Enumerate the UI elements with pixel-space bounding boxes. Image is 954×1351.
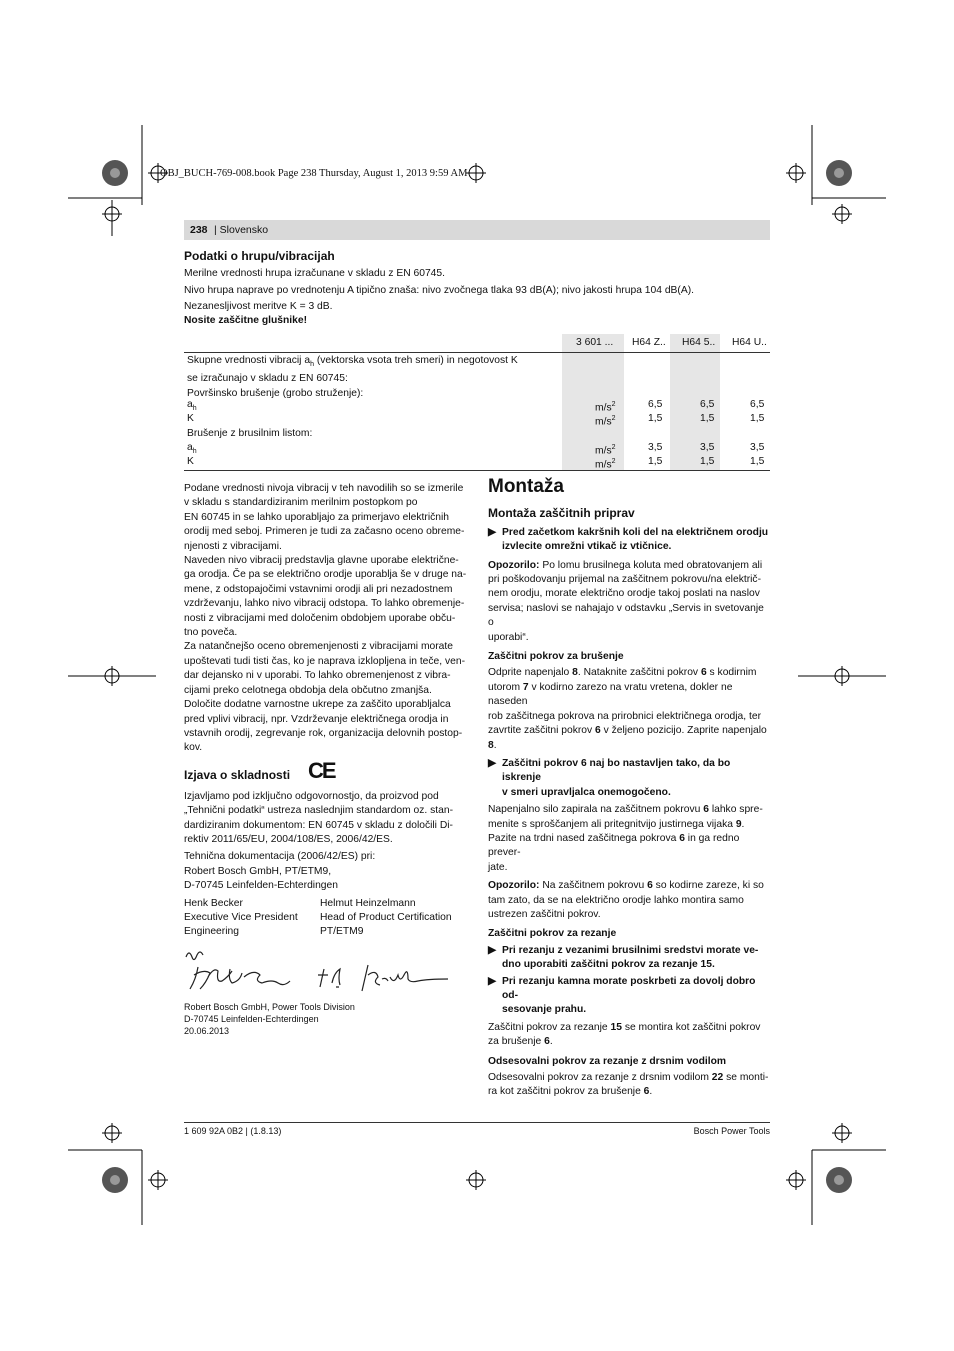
val-s1-k-1: 1,5 [648, 413, 663, 424]
grinding-guard-title: Zaščitni pokrov za brušenje [488, 651, 624, 663]
unit-ah-2: $m/s^2$ [595, 444, 616, 457]
page-language: | Slovensko [214, 224, 269, 236]
right-column [488, 476, 772, 1100]
row-label-ah-2: $a_h$ [187, 442, 197, 456]
clamping-para: Napenjalno silo zapirala na zaščitnem pokrovu 6 lahko spre- menite s sproščanjem ali pritegnitvijo justirnega vijaka 9. Pazite na trdni nased zaščitnega pokrova 6 in ga redno prever- jate. [488, 804, 763, 873]
noise-title: Podatki o hrupu/vibracijah [184, 249, 335, 263]
val-s1-ah-3: 6,5 [750, 399, 765, 410]
noise-section [184, 249, 770, 329]
warning-2: Opozorilo: Na zaščitnem pokrovu 6 so kodirne zareze, ki so tam zato, da se na električno orodje lahko montira samo ustrezen zaščitni pokrov. [488, 880, 764, 920]
noise-warning: Nosite zaščitne glušnike! [184, 315, 308, 327]
row-label-k-2: K [187, 456, 194, 467]
conformity-para: Izjavljamo pod izključno odgovornostjo, da proizvod pod „Tehnični podatki“ ustreza naslednjim standardom oz. stan- dardiziranim dokumentom: EN 60745 v skladu z določili Di- rektiv 2011/65/EU, 2004/108/ES, 2006/42/ES. [184, 790, 453, 845]
signatory-left: Henk Becker Executive Vice President Engineering [184, 897, 298, 938]
unit-k-2: $m/s^2$ [595, 458, 616, 471]
table-header-1: 3 601 ... [576, 337, 614, 348]
val-s2-ah-2: 3,5 [700, 442, 715, 453]
assembly-title: Montaža [488, 476, 564, 497]
val-s2-k-3: 1,5 [750, 456, 765, 467]
footer-left: 1 609 92A 0B2 | (1.8.13) [184, 1126, 282, 1136]
val-s1-k-3: 1,5 [750, 413, 765, 424]
page-header [184, 220, 770, 240]
cutting-guard-title: Zaščitni pokrov za rezanje [488, 928, 617, 940]
print-slug: OBJ_BUCH-769-008.book Page 238 Thursday, August 1, 2013 9:59 AM [160, 168, 468, 179]
arrow-icon: ▶ [488, 526, 496, 538]
footer-right: Bosch Power Tools [693, 1126, 770, 1136]
bullet-unplug: ▶ Pred začetkom kakršnih koli del na električnem orodju izvlecite omrežni vtikač iz vtičnice. [488, 526, 769, 553]
noise-line-3: Nezanesljivost meritve K = 3 dB. [184, 300, 333, 312]
warning-1: Opozorilo: Po lomu brusilnega koluta med obratovanjem ali pri poškodovanju prijemal na zaščitnem pokrovu/na električ- nem orodju, morate električno orodje takoj poslati na naslov servisa; naslovi se nahajajo v odstavku „Servis in svetovanje o uporabi“. [488, 559, 764, 643]
unit-k-1: $m/s^2$ [595, 415, 616, 428]
conformity-title: Izjava o skladnosti [184, 767, 291, 782]
assembly-subtitle: Montaža zaščitnih priprav [488, 506, 635, 521]
arrow-icon: ▶ [488, 944, 496, 956]
extraction-hood-title: Odsesovalni pokrov za rezanje z drsnim vodilom [488, 1055, 727, 1067]
ce-mark: CE [308, 757, 335, 783]
signature-image [184, 947, 464, 997]
unit-ah-1: $m/s^2$ [595, 401, 616, 414]
conformity-heading [184, 757, 470, 788]
company-address: Robert Bosch GmbH, Power Tools Division D-70745 Leinfelden-Echterdingen 20.06.2013 [184, 1001, 355, 1036]
row-label-k-1: K [187, 413, 194, 424]
signatories [184, 897, 470, 943]
bullet-guard-adjust: ▶ Zaščitni pokrov 6 naj bo nastavljen tako, da bo iskrenje v smeri upravljalca onemogočeno. [488, 757, 731, 798]
noise-line-1: Merilne vrednosti hrupa izračunane v skladu z EN 60745. [184, 268, 445, 279]
cutting-guard-para: Zaščitni pokrov za rezanje 15 se montira kot zaščitni pokrov za brušenje 6. [488, 1021, 761, 1048]
arrow-icon: ▶ [488, 975, 496, 987]
row-label-ah-1: $a_h$ [187, 399, 197, 413]
val-s2-k-2: 1,5 [700, 456, 715, 467]
val-s2-k-1: 1,5 [648, 456, 663, 467]
vibration-para-4: Določite dodatne varnostne ukrepe za zaščito uporabljalca pred vplivi vibracij, npr. Vzdrževanje električnega orodja in vstavnih orodij, zegrevanje rok, organizacija delovnih postop- kov. [184, 699, 463, 754]
bullet-dust-extraction: ▶ Pri rezanju kamna morate poskrbeti za dovolj dobro od- sesovanje prahu. [488, 975, 756, 1016]
table-header-4: H64 U.. [732, 337, 767, 348]
val-s2-ah-1: 3,5 [648, 442, 663, 453]
grinding-guard-para: Odprite napenjalo 8. Nataknite zaščitni pokrov 6 s kodirnim utorom 7 v kodirno zarezo na vratu vretena, dokler ne naseden rob zaščitnega pokrova na prirobnici električnega orodja, ter zavrtite zaščitni pokrov 6 v željeno pozicijo. Zaprite napenjalo 8. [488, 667, 767, 751]
noise-line-2: Nivo hrupa naprave po vrednotenju A tipično znaša: nivo zvočnega tlaka 93 dB(A); nivo jakosti hrupa 104 dB(A). [184, 285, 695, 297]
signatory-right: Helmut Heinzelmann Head of Product Certification PT/ETM9 [320, 897, 452, 938]
tech-doc: Tehnična dokumentacija (2006/42/ES) pri: Robert Bosch GmbH, PT/ETM9, D-70745 Leinfelden-Echterdingen [184, 851, 376, 892]
val-s1-ah-1: 6,5 [648, 399, 663, 410]
val-s1-k-2: 1,5 [700, 413, 715, 424]
page-number: 238 [190, 224, 208, 236]
vibration-para-1: Podane vrednosti nivoja vibracij v teh navodilih so se izmerile v skladu s standardiziranim merilnim postopkom po EN 60745 in se lahko uporabljajo za primerjavo električnih orodij med seboj. Primeren je tudi za začasno oceno obreme- njenosti z vibracijami. [184, 483, 465, 552]
table-intro: Skupne vrednosti vibracij $a_h$ (vektorska vsota treh smeri) in negotovost K se izračunajo v skladu z EN 60745: Površinsko brušenje (grobo struženje): [187, 355, 518, 399]
left-column [184, 482, 470, 1037]
vibration-para-3: Za natančnejšo oceno obremenjenosti z vibracijami morate upoštevati tudi tisti čas, ko je naprava izklopljena in teče, ven- dar dejansko ni v uporabi. To lahko obremenjenost z vibra- cijami preko celotnega obdobja dela občutno zmanjša. [184, 641, 466, 696]
table-header-2: H64 Z.. [632, 337, 666, 348]
table-section-2: Brušenje z brusilnim listom: [187, 428, 313, 439]
bullet-cutting-guard: ▶ Pri rezanju z vezanimi brusilnimi sredstvi morate ve- dno uporabiti zaščitni pokrov za rezanje 15. [488, 944, 759, 971]
vibration-para-2: Naveden nivo vibracij predstavlja glavne uporabe električne- ga orodja. Če pa se električno orodje uporablja še v druge na- mene, z odstopajočimi vstavnimi orodji ali pri nezadostnem vzdrževanju, lahko nivo vibracij odstopa. To lahko obremenje- nosti z vibracijami med določenim obdobjem uporabe obču- tno poveča. [184, 555, 467, 639]
footer-rule [184, 1122, 770, 1123]
val-s1-ah-2: 6,5 [700, 399, 715, 410]
val-s2-ah-3: 3,5 [750, 442, 765, 453]
extraction-hood-para: Odsesovalni pokrov za rezanje z drsnim vodilom 22 se monti- ra kot zaščitni pokrov za brušenje 6. [488, 1072, 769, 1098]
table-header-3: H64 5.. [682, 337, 716, 348]
vibration-table [184, 334, 770, 470]
arrow-icon: ▶ [488, 757, 496, 769]
